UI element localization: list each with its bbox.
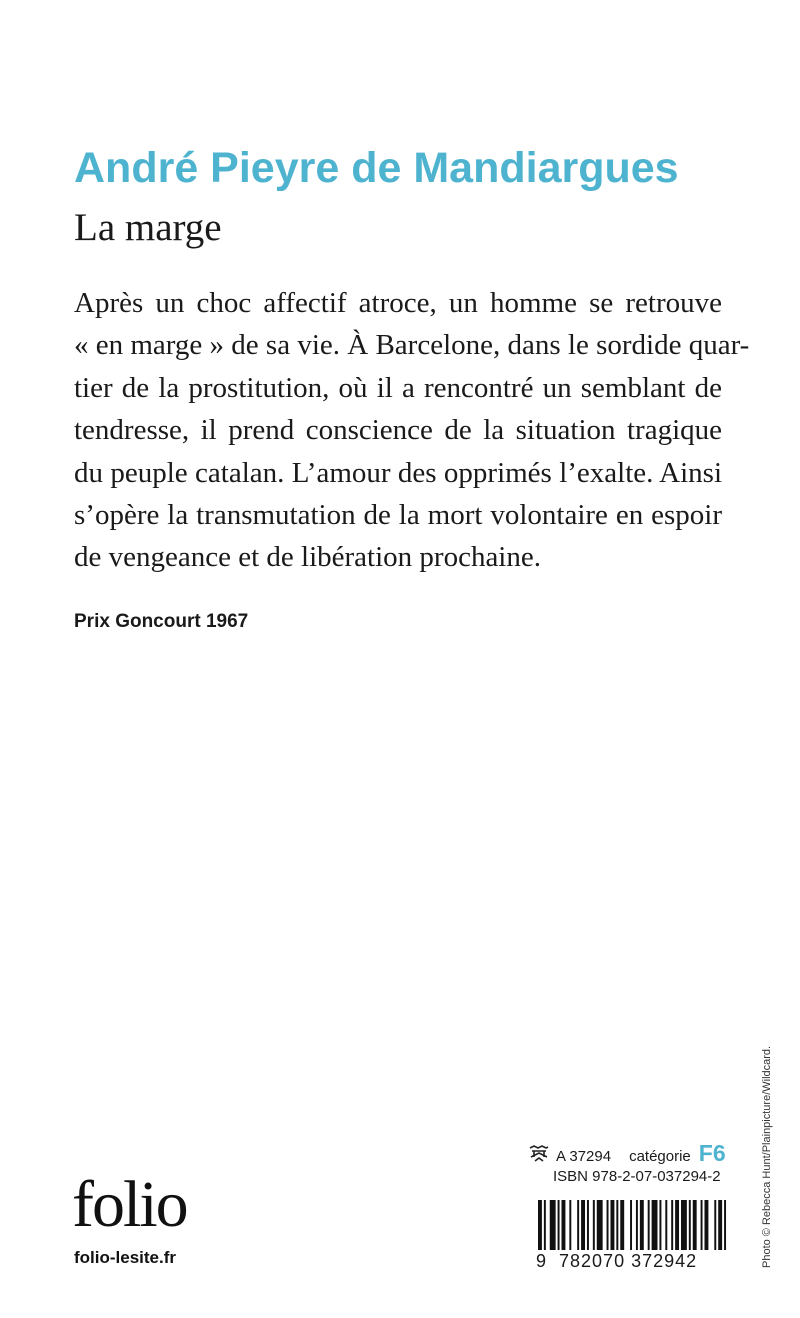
barcode-bar — [640, 1200, 644, 1250]
barcode-bar — [681, 1200, 687, 1250]
category-code: F6 — [698, 1140, 726, 1166]
book-title: La marge — [74, 206, 222, 249]
barcode-first-digit: 9 — [536, 1251, 548, 1271]
barcode-bar — [581, 1200, 585, 1250]
category-label: catégorie — [629, 1148, 691, 1165]
barcode-bar — [620, 1200, 624, 1250]
barcode-bar — [704, 1200, 708, 1250]
barcode-bar — [648, 1200, 650, 1250]
barcode-digits — [536, 1251, 697, 1272]
author-name: André Pieyre de Mandiargues — [74, 144, 679, 192]
barcode-bar — [562, 1200, 566, 1250]
prize-note: Prix Goncourt 1967 — [74, 611, 249, 632]
blurb-line: du peuple catalan. L’amour des opprimés l’exalte. Ainsi — [74, 456, 722, 489]
barcode-bar — [550, 1200, 556, 1250]
barcode-bar — [616, 1200, 618, 1250]
barcode-number: 782070 372942 — [559, 1251, 698, 1271]
blurb-line: Après un choc affectif atroce, un homme se retrouve — [74, 287, 722, 319]
barcode-bar — [593, 1200, 595, 1250]
blurb-line: s’opère la transmutation de la mort volontaire en espoir — [74, 499, 722, 532]
barcode-bar — [675, 1200, 679, 1250]
barcode-bar — [689, 1200, 691, 1250]
blurb-line: tendresse, il prend conscience de la situation tragique — [74, 414, 722, 447]
barcode-bar — [597, 1200, 603, 1250]
barcode-bar — [671, 1200, 673, 1250]
barcode-bar — [693, 1200, 697, 1250]
barcode-bar — [577, 1200, 579, 1250]
blurb — [74, 282, 750, 579]
barcode-bar — [630, 1200, 632, 1250]
barcode-bar — [610, 1200, 614, 1250]
catalog-reference: A 37294 — [556, 1148, 612, 1165]
isbn: ISBN 978-2-07-037294-2 — [553, 1168, 721, 1185]
barcode-bar — [587, 1200, 589, 1250]
barcode-bar — [665, 1200, 667, 1250]
blurb-line: tier de la prostitution, où il a rencontré un semblant de — [74, 371, 722, 404]
blurb-line: « en marge » de sa vie. À Barcelone, dans le sordide quar- — [74, 329, 750, 362]
photo-credit: Photo © Rebecca Hunt/Plainpicture/Wildcard. — [761, 1045, 773, 1268]
barcode-bar — [701, 1200, 703, 1250]
publisher-website[interactable]: folio-lesite.fr — [74, 1248, 177, 1267]
barcode-bar — [558, 1200, 560, 1250]
barcode-bar — [569, 1200, 571, 1250]
barcode-bar — [636, 1200, 638, 1250]
barcode-bar — [659, 1200, 661, 1250]
blurb-line: de vengeance et de libération prochaine. — [74, 541, 541, 574]
barcode-bar — [724, 1200, 726, 1250]
gallimard-logo-icon — [528, 1145, 550, 1163]
barcode-bar — [718, 1200, 722, 1250]
barcode-bar — [714, 1200, 716, 1250]
barcode-bar — [544, 1200, 546, 1250]
catalog-code-row — [528, 1140, 726, 1167]
barcode-bar — [538, 1200, 542, 1250]
barcode-bar — [652, 1200, 658, 1250]
barcode-bar — [607, 1200, 609, 1250]
folio-logo: folio — [72, 1168, 187, 1241]
barcode — [538, 1200, 728, 1250]
